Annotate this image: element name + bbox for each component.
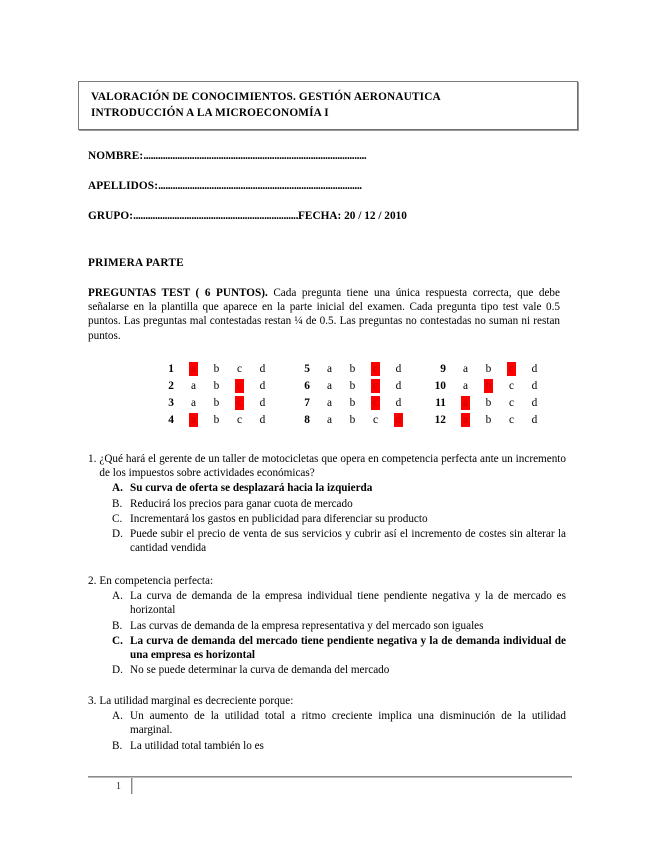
question-stem [88,574,566,588]
question-option-text: La curva de demanda del mercado tiene pendiente negativa y la de demanda individual de una empresa es horizontal [130,634,566,662]
answer-option-a[interactable] [182,379,205,393]
answer-grid-group [424,360,546,428]
answer-option-label: b [213,379,220,392]
answer-option-d[interactable] [387,379,410,393]
answer-option-label: c [508,379,514,392]
answer-option-label: a [326,362,332,375]
field-apellidos-leader: .................................................................................... [158,180,362,192]
answer-option-a[interactable] [318,379,341,393]
answer-option-label: d [259,413,266,426]
question-option[interactable] [112,527,566,555]
answer-grid-question-number: 4 [168,413,174,426]
question-option-text: La utilidad total también lo es [130,739,264,752]
answer-option-d[interactable] [387,396,410,410]
answer-option-a[interactable] [182,362,205,376]
field-grupo-label: GRUPO: [88,210,134,222]
answer-grid-row [152,394,274,411]
answer-option-a[interactable] [182,413,205,427]
answer-option-a[interactable] [454,413,477,427]
question-option[interactable] [112,481,566,495]
answer-option-c[interactable] [364,396,387,410]
answer-grid-row [424,360,546,377]
answer-option-d[interactable] [387,362,410,376]
answer-grid-question-number: 3 [168,396,174,409]
question-option-letter: D. [112,528,123,541]
answer-option-label: d [259,379,266,392]
question-option-letter: C. [112,634,123,647]
footer-tick-mark [131,778,133,794]
answer-grid-group [288,360,410,428]
answer-option-c[interactable] [228,413,251,427]
answer-option-c[interactable] [228,396,251,410]
field-apellidos[interactable] [88,180,558,193]
answer-option-label: a [462,413,468,426]
answer-option-c[interactable] [364,413,387,427]
answer-option-a[interactable] [182,396,205,410]
answer-option-label: c [372,379,378,392]
answer-option-label: a [190,396,196,409]
field-nombre[interactable] [88,150,558,163]
answer-option-c[interactable] [500,413,523,427]
answer-option-label: a [462,362,468,375]
answer-option-b[interactable] [205,413,228,427]
answer-option-d[interactable] [523,379,546,393]
question-stem-text: La utilidad marginal es decreciente porque: [99,695,294,707]
answer-option-a[interactable] [318,396,341,410]
answer-option-label: d [395,396,402,409]
answer-option-a[interactable] [318,413,341,427]
answer-option-label: d [531,396,538,409]
answer-grid-row [288,394,410,411]
answer-grid-row [288,411,410,428]
answer-option-a[interactable] [318,362,341,376]
question-option[interactable] [112,739,566,753]
answer-option-d[interactable] [523,362,546,376]
question-options [88,709,566,753]
answer-option-b[interactable] [205,362,228,376]
answer-grid-question-number: 7 [304,396,310,409]
answer-option-d[interactable] [387,413,410,427]
question-option-letter: B. [112,739,123,752]
answer-option-b[interactable] [341,362,364,376]
answer-option-a[interactable] [454,396,477,410]
answer-option-label: b [485,379,492,392]
answer-option-d[interactable] [251,362,274,376]
test-instructions-heading: PREGUNTAS TEST ( 6 PUNTOS). [88,287,268,299]
answer-option-label: b [213,413,220,426]
answer-option-d[interactable] [251,413,274,427]
answer-option-label: a [326,396,332,409]
answer-option-b[interactable] [341,396,364,410]
field-grupo[interactable] [88,210,558,223]
answer-option-c[interactable] [228,379,251,393]
answer-key-grid [152,360,546,428]
answer-grid-row [152,377,274,394]
question-option[interactable] [112,619,566,633]
question-option[interactable] [112,512,566,526]
answer-option-b[interactable] [477,379,500,393]
question-option-letter: B. [112,497,123,510]
answer-option-b[interactable] [341,379,364,393]
exam-title-box [78,81,578,130]
answer-option-label: d [259,396,266,409]
question-option-letter: D. [112,664,123,677]
question-option-text: Un aumento de la utilidad total a ritmo creciente implica una disminución de la utilidad marginal. [130,710,566,737]
student-info-fields [88,150,558,240]
question-option-letter: C. [112,512,123,525]
answer-grid-question-number: 9 [440,362,446,375]
answer-option-label: a [190,413,196,426]
answer-option-label: a [462,379,468,392]
question-option-text: Su curva de oferta se desplazará hacia la izquierda [130,482,373,495]
answer-grid-question-number: 6 [304,379,310,392]
question-options [88,589,566,677]
answer-option-label: d [395,413,402,426]
answer-option-label: a [326,413,332,426]
answer-option-b[interactable] [205,379,228,393]
question-option[interactable] [112,634,566,662]
page-number: 1 [116,781,121,792]
question-option-text: La curva de demanda de la empresa individual tiene pendiente negativa y la de mercado es horizontal [130,590,566,617]
answer-grid-row [288,377,410,394]
answer-option-c[interactable] [364,379,387,393]
answer-grid-row [424,394,546,411]
answer-option-label: c [372,396,378,409]
answer-option-label: b [349,362,356,375]
answer-option-label: b [349,413,356,426]
answer-option-d[interactable] [251,396,274,410]
question-option-text: Puede subir el precio de venta de sus servicios y cubrir así el incremento de costes sin alterar la cantidad vendida [130,528,566,555]
answer-option-c[interactable] [364,362,387,376]
answer-grid-question-number: 1 [168,362,174,375]
answer-grid-question-number: 5 [304,362,310,375]
question-option[interactable] [112,709,566,737]
field-apellidos-label: APELLIDOS: [88,180,159,192]
test-instructions [88,286,560,343]
question-stem-text: ¿Qué hará el gerente de un taller de motocicletas que opera en competencia perfecta ante un incremento de los impuestos sobre actividades económicas? [99,453,566,480]
answer-grid-question-number: 10 [434,379,446,392]
question-number: 2. [88,575,97,587]
answer-option-label: d [531,413,538,426]
answer-option-c[interactable] [500,362,523,376]
answer-option-label: c [236,379,242,392]
answer-option-a[interactable] [454,379,477,393]
answer-option-d[interactable] [523,413,546,427]
question-2 [88,574,566,677]
footer-divider [88,776,572,778]
answer-grid-question-number: 12 [434,413,446,426]
answer-option-label: c [508,396,514,409]
answer-grid-question-number: 11 [435,396,446,409]
question-option[interactable] [112,589,566,617]
answer-option-label: a [326,379,332,392]
exam-title-line-2: INTRODUCCIÓN A LA MICROECONOMÍA I [91,106,329,119]
question-option-text: Incrementará los gastos en publicidad para diferenciar su producto [130,512,428,525]
exam-title-line-1: VALORACIÓN DE CONOCIMIENTOS. GESTIÓN AERONAUTICA [91,91,441,103]
answer-option-label: c [508,413,514,426]
question-option-text: Las curvas de demanda de la empresa representativa y del mercado son iguales [130,619,484,632]
field-fecha-label: FECHA: 20 / 12 / 2010 [298,210,407,222]
answer-option-label: c [236,413,242,426]
answer-option-label: d [531,362,538,375]
answer-option-label: a [190,379,196,392]
answer-option-label: a [462,396,468,409]
field-nombre-label: NOMBRE: [88,150,144,162]
answer-grid-row [424,411,546,428]
test-instructions-body: Cada pregunta tiene una única respuesta correcta, que debe señalarse en la plantilla que aparece en la parte inicial del examen. Cada pregunta tipo test vale 0.5 puntos. Las preguntas mal contestadas restan ¼ de 0.5. Las preguntas no contestadas no suman ni restan puntos. [88,287,560,342]
question-option-letter: B. [112,619,123,632]
answer-option-label: b [485,396,492,409]
answer-grid-row [152,411,274,428]
answer-grid-row [288,360,410,377]
answer-option-d[interactable] [251,379,274,393]
question-stem-text: En competencia perfecta: [99,575,214,587]
question-number: 3. [88,695,97,707]
question-option-text: Reducirá los precios para ganar cuota de mercado [130,497,353,510]
answer-grid-row [424,377,546,394]
answer-option-label: c [236,362,242,375]
answer-option-label: d [395,379,402,392]
answer-option-label: a [190,362,196,375]
answer-option-label: d [259,362,266,375]
answer-option-label: c [372,362,378,375]
answer-option-c[interactable] [500,396,523,410]
answer-option-label: b [213,362,220,375]
question-option-letter: A. [112,482,123,495]
answer-option-c[interactable] [500,379,523,393]
answer-option-b[interactable] [477,413,500,427]
question-options [88,481,566,555]
field-grupo-leader: .................................................................... [133,210,299,222]
answer-option-label: c [508,362,514,375]
answer-option-label: b [213,396,220,409]
answer-grid-question-number: 2 [168,379,174,392]
answer-option-c[interactable] [228,362,251,376]
question-stem [88,452,566,480]
question-1 [88,452,566,555]
question-number: 1. [88,453,97,465]
answer-option-label: b [485,362,492,375]
answer-grid-question-number: 8 [304,413,310,426]
answer-option-b[interactable] [341,413,364,427]
question-option[interactable] [112,663,566,677]
question-stem [88,694,566,708]
question-option-letter: A. [112,590,123,603]
section-title-primera-parte: PRIMERA PARTE [88,257,184,269]
answer-option-label: d [395,362,402,375]
answer-option-b[interactable] [477,362,500,376]
answer-option-label: b [485,413,492,426]
question-option-letter: A. [112,710,123,723]
question-option[interactable] [112,497,566,511]
question-option-text: No se puede determinar la curva de demanda del mercado [130,664,390,677]
answer-option-label: d [531,379,538,392]
question-3 [88,694,566,753]
answer-option-label: b [349,379,356,392]
answer-option-label: c [236,396,242,409]
answer-grid-row [152,360,274,377]
answer-option-d[interactable] [523,396,546,410]
answer-option-label: b [349,396,356,409]
answer-grid-group [152,360,274,428]
answer-option-b[interactable] [477,396,500,410]
answer-option-b[interactable] [205,396,228,410]
answer-option-label: c [372,413,378,426]
field-nombre-leader: ............................................................................................ [143,150,367,162]
answer-option-a[interactable] [454,362,477,376]
